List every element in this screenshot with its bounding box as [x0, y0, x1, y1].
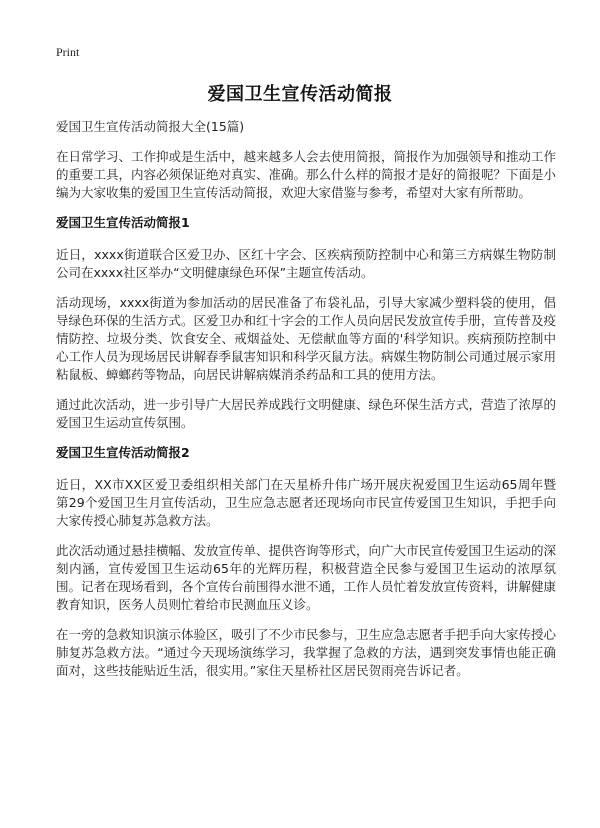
- intro-paragraph: 在日常学习、工作抑或是生活中，越来越多人会去使用简报，简报作为加强领导和推动工作的重要工具，内容必须保证绝对真实、准确。那么什么样的简报才是好的简报呢？下面是小编为大家收集的爱国卫生宣传活动简报，欢迎大家借鉴与参考，希望对大家有所帮助。: [56, 149, 557, 200]
- article-body: [56, 118, 556, 692]
- print-link[interactable]: Print: [56, 45, 80, 59]
- paragraph: 近日，xxxx街道联合区爱卫办、区红十字会、区疾病预防控制中心和第三方病媒生物防制公司在xxxx社区举办“文明健康绿色环保”主题宣传活动。: [56, 247, 556, 280]
- paragraph: 活动现场，xxxx街道为参加活动的居民准备了布袋礼品，引导大家减少塑料袋的使用，倡导绿色环保的生活方式。区爱卫办和红十字会的工作人员向居民发放宣传手册，宣传普及疫情防控、垃圾分类、饮食安全、戒烟益处、无偿献血等方面的'科学知识。疾病预防控制中心工作人员为现场居民讲解春季鼠害知识和科学灭鼠方法。病媒生物防制公司通过展示家用粘鼠板、蟑螂药等物品，向居民讲解病媒消杀药品和工具的使用方法。: [56, 295, 557, 382]
- paragraph: 通过此次活动，进一步引导广大居民养成践行文明健康、绿色环保生活方式，营造了浓厚的爱国卫生运动宣传氛围。: [56, 397, 557, 430]
- page-title: 爱国卫生宣传活动简报: [207, 84, 393, 105]
- paragraph: 此次活动通过悬挂横幅、发放宣传单、提供咨询等形式，向广大市民宣传爱国卫生运动的深刻内涵，宣传爱国卫生运动65年的光辉历程，积极营造全民参与爱国卫生运动的浓厚氛围。记者在现场看到，各个宣传台前围得水泄不通，工作人员忙着发放宣传资料，讲解健康教育知识，医务人员则忙着给市民测血压义诊。: [56, 543, 557, 612]
- section-heading: 爱国卫生宣传活动简报1: [56, 215, 190, 230]
- section-heading: 爱国卫生宣传活动简报2: [56, 445, 190, 460]
- paragraph: 在一旁的急救知识演示体验区，吸引了不少市民参与，卫生应急志愿者手把手向大家传授心肺复苏急救方法。“通过今天现场演练学习，我掌握了急救的方法，遇到突发事情也能正确面对，这些技能贴近生活，很实用。”家住天星桥社区居民贺雨亮告诉记者。: [56, 627, 557, 678]
- paragraph: 近日，XX市XX区爱卫委组织相关部门在天星桥升伟广场开展庆祝爱国卫生运动65周年暨第29个爱国卫生月宣传活动，卫生应急志愿者还现场向市民宣传爱国卫生知识，手把手向大家传授心肺复苏急救方法。: [56, 477, 556, 528]
- article-subtitle: 爱国卫生宣传活动简报大全(15篇): [56, 119, 245, 134]
